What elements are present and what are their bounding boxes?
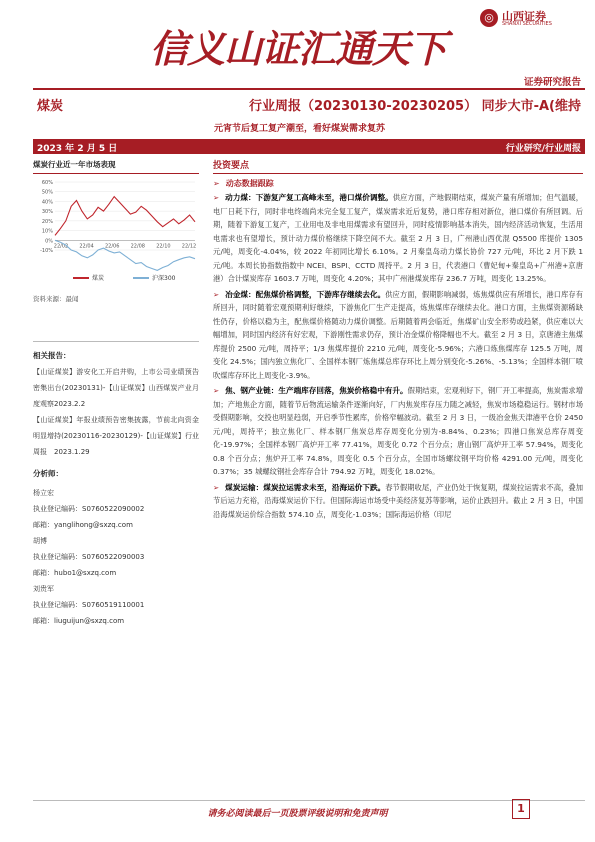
y-tick-label: -10% [40,248,53,254]
report-title: 行业周报（20230130-20230205） 同步大市-A(维持 [248,99,581,114]
section-text: 假期结束，宏观利好下，钢厂开工率提高，焦炭需求增加；产地焦企方面，随着节后物流运输条件逐渐向好，厂内焦炭库存压力随之减轻，焦炭市场稳稳运行。钢材市场受假期影响，交投也明显趋弱，开启季节性累库，价格窄幅波动。截至 2 月 3 日，一级冶金焦天津港平仓价 2450 元/吨，周持平；独立焦化厂、样本钢厂焦炭总库存周变化分别为-8.84%、0.23%；四港口焦炭总库存周变化-19.97%；全国样本钢厂高炉开工率 77.41%，周变化 0.72 个百分点；唐山钢厂高炉开工率 57.94%，周变化 0.8 个百分点；焦炉开工率 74.8%，周变化 0.5 个百分点，全国市场螺纹钢平均价格 4291.00 元/吨，周变化 0.37%；35 城螺纹钢社会库存合计 794.92 万吨，周变化 18.02%。 [213,386,584,476]
report-type: 证券研究报告 [523,77,581,88]
x-tick-label: 22/12 [181,243,197,250]
report-subtitle: 元宵节后复工复产潮至，看好煤炭需求复苏 [214,124,386,134]
section-text: 供应方面，产地假期结束，煤炭产量有所增加；但气温暖，电厂日耗下行，同时非电终端尚未完全复工复产，煤炭需求近后复势，港口库存相对新位，港口煤价有所回调。后期，随着下游复工复产，工业用电及非电用煤需求有望回升，同时疫情影响基本消失，国内经济活动恢复，生活用电需求也有望增长，预计动力煤价格继续下降空间不大。截至 2 月 3 日，广州港山西优混 Q5500 库提价 1305 元/吨，周变化-4.04%，较 2022 年初同比增长 6.10%。2 月秦皇岛动力煤长协价 727 元/吨，环比 2 月下跌 1 元/吨。本周长协指数指数中 NCEI、BSPI、CCTD 周持平。2 月 3 日，代表港口（曹妃甸+秦皇岛+广州港+京唐港）合计煤炭库存 1603.7 万吨，周变化 4.20%；其中广州港煤炭库存 236.7 万吨，周变化 13.25%。 [213,193,584,283]
investment-title-divider [213,173,583,174]
section-text: 春节假期收尾，产业仍处于恢复期，煤炭拉运需求不高，叠加节后运力充裕，沿海煤炭运价下行。但国际海运市场受中美经济复苏等影响，运价止跌回升。截止 2 月 3 日，中国沿海煤炭运价综合指数 574.10 点，周变化-1.03%；国际海运价格（印尼 [213,482,584,519]
y-tick-label: 30% [41,209,53,216]
y-tick-label: 20% [41,218,53,225]
dynamics-heading: ➢ 动态数据跟踪 [213,179,274,188]
analyst-list [33,485,199,629]
logo-mark-icon: ◎ [480,9,498,27]
report-category: 行业研究/行业周报 [505,144,581,154]
section-coke-steel-chain [213,384,583,479]
y-tick-label: 50% [41,189,53,196]
y-tick-label: 10% [41,228,53,235]
analyst-name: 刘贵军 [33,585,54,593]
related-reports-text [33,364,199,460]
chart-title: 煤炭行业近一年市场表现 [33,160,116,169]
market-performance-chart [33,174,199,292]
series-line-煤炭 [55,197,195,236]
section-head: 煤炭运输：煤炭拉运需求未至，沿海运价下跌。 [225,482,386,492]
industry-label: 煤炭 [37,99,64,114]
footer-divider [33,800,585,801]
arrow-icon: ➢ [213,386,220,395]
analyst-name: 杨立宏 [33,489,54,497]
chart-svg [33,174,199,292]
arrow-icon: ➢ [213,289,220,299]
chart-source: 资料来源：最闻 [33,295,79,303]
date-bar [33,139,585,154]
header-divider [33,88,585,90]
section-metallurgical-coal [213,288,583,383]
x-tick-label: 22/10 [156,243,171,250]
related-report-item[interactable]: 【山证煤炭】游安化工开启井购，上市公司业绩预告密集出台(20230131)-【山证煤炭】山西煤炭产业月度观察2023.2.2 [33,368,199,408]
section-head: 动力煤：下游复产复工高峰未至，港口煤价调整。 [225,193,393,202]
analyst-registration: 执业登记编码：S0760519110001 [33,601,145,609]
section-text: 供应方面，假期影响减弱，炼焦煤供应有所增长，港口库存有所回升，同时随着宏观预期利好继续，下游焦化厂生产走提高，炼焦煤库存继续去化。港口方面，主焦煤资源稀缺性仍存，价格以稳为主，配焦煤价格随动力煤价调整。后期随着两会临近，焦煤矿山安全形势或趋紧，供应难以大幅增加，同时国内经济有好宏观，下游刚性需求仍存，预计冶金煤价格降幅也不大。截至 2 月 3 日，京唐港主焦煤库提价 2500 元/吨，周持平；1/3 焦煤库提价 2210 元/吨，周变化-5.96%；六港口炼焦煤库存 125.5 万吨，周变化 24.5%；国内独立焦化厂、全国样本钢厂炼焦煤总库存环比上周分别变化-5.26%、-5.13%；全国样本钢厂喷吹煤库存环比上周变化-3.9%。 [213,289,584,380]
series-line-沪深300 [55,240,195,270]
y-tick-label: 40% [41,199,53,206]
main-content [213,158,583,521]
x-tick-label: 22/04 [79,243,94,250]
brand-slogan: 信义山证汇通天下 [150,26,447,71]
x-tick-label: 22/08 [130,243,146,250]
legend-label: 煤炭 [92,275,105,282]
y-tick-label: 0% [45,238,53,245]
analyst-email[interactable]: 邮箱：yanglihong@sxzq.com [33,521,133,529]
section-coal-transport [213,481,583,522]
related-reports-title: 相关报告： [33,351,71,360]
analyst-email[interactable]: 邮箱：hubo1@sxzq.com [33,569,117,577]
footer-disclaimer[interactable]: 请务必阅读最后一页股票评级说明和免责声明 [207,809,388,819]
report-date: 2023 年 2 月 5 日 [37,144,118,154]
related-report-item[interactable]: 【山证煤炭】年报业绩预告密集披露，节前北向资金明显增持(20230116-20230129)-【山证煤炭】行业周报 2023.1.29 [33,416,199,456]
analysts-title: 分析师： [33,469,63,478]
x-tick-label: 22/02 [53,243,69,250]
sidebar [33,157,199,629]
arrow-icon: ➢ [213,193,220,202]
sidebar-divider [33,341,199,342]
page-number: 1 [512,799,530,819]
company-logo [480,8,586,30]
analyst-name: 胡博 [33,537,47,545]
section-head: 焦、钢产业链：生产端库存回落，焦炭价格稳中有升。 [225,386,408,395]
arrow-icon: ➢ [213,179,220,188]
logo-text-en: SHANXI SECURITIES [502,21,552,27]
arrow-icon: ➢ [213,482,220,492]
analyst-email[interactable]: 邮箱：liuguijun@sxzq.com [33,617,125,625]
analyst-registration: 执业登记编码：S0760522090003 [33,553,145,561]
analyst-registration: 执业登记编码：S0760522090002 [33,505,145,513]
investment-highlights-title: 投资要点 [213,161,250,171]
section-head: 冶金煤：配焦煤价格调整，下游库存继续去化。 [225,289,386,299]
x-tick-label: 22/06 [104,243,120,250]
section-thermal-coal [213,191,583,286]
legend-label: 沪深300 [152,275,176,282]
y-tick-label: 60% [41,180,53,186]
logo-text-cn: 山西证券 [502,10,546,23]
